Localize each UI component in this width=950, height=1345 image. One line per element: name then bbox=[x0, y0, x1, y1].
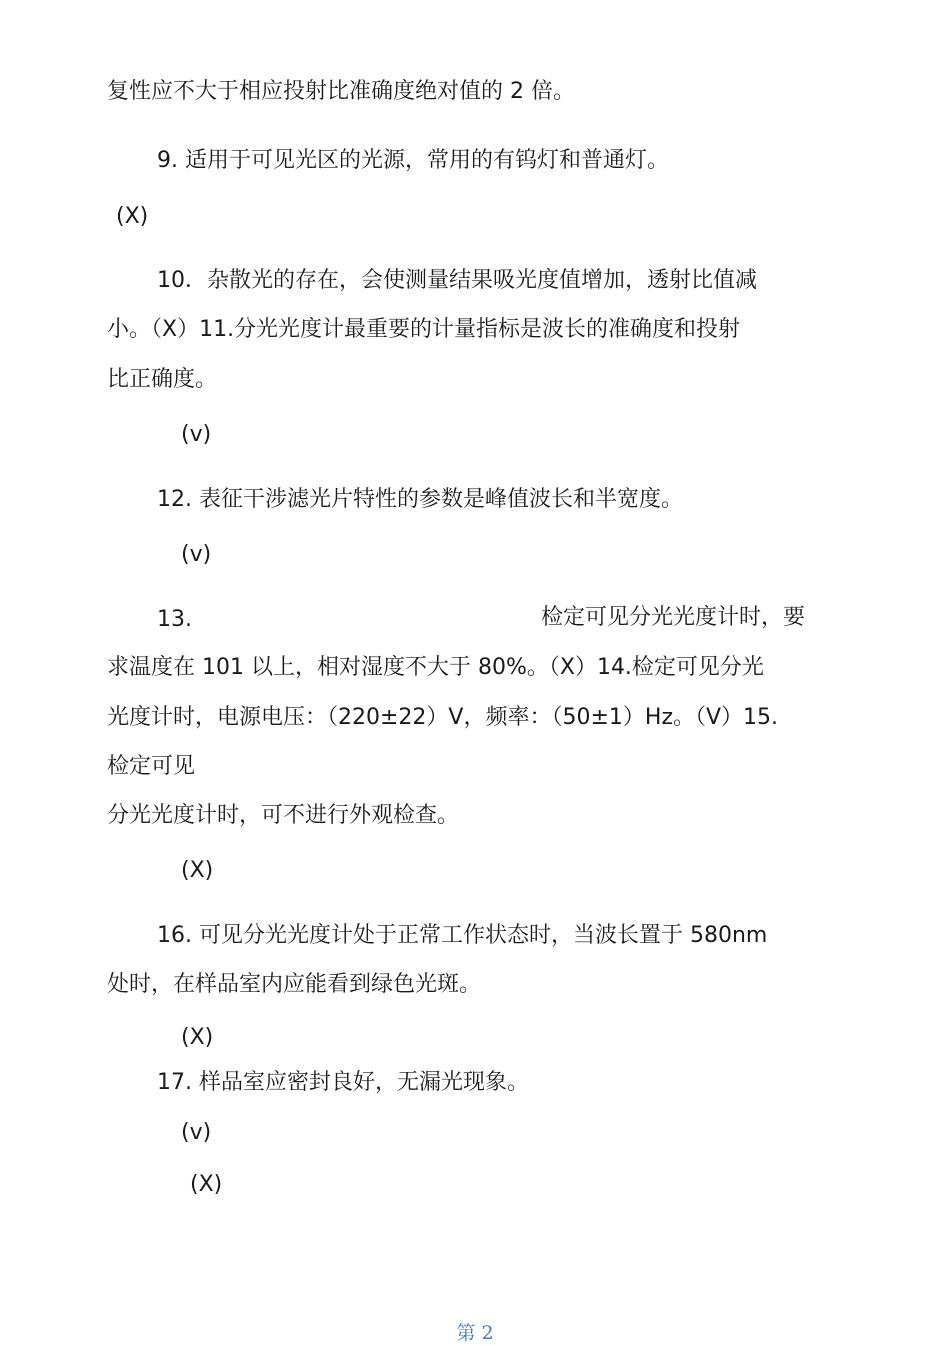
item-10: 10．杂散光的存在，会使测量结果吸光度值增加，透射比值减 bbox=[157, 268, 757, 293]
answer-16: (X) bbox=[181, 1025, 214, 1050]
answer-12: (v) bbox=[181, 542, 212, 567]
item-13-number: 13. bbox=[157, 607, 192, 632]
item-16-cont: 处时，在样品室内应能看到绿色光斑。 bbox=[107, 972, 482, 997]
answer-15: (X) bbox=[181, 858, 214, 883]
item-16: 16. 可见分光光度计处于正常工作状态时，当波长置于 580nm bbox=[157, 923, 768, 948]
page-number: 第 2 bbox=[456, 1322, 494, 1344]
item-15-cont-2: 分光光度计时，可不进行外观检查。 bbox=[107, 803, 460, 828]
answer-9: (X) bbox=[116, 204, 149, 229]
answer-extra: (X) bbox=[190, 1172, 223, 1197]
item-13-14: 求温度在 101 以上，相对湿度不大于 80%。（X）14.检定可见分光 bbox=[107, 655, 764, 680]
item-12: 12. 表征干涉滤光片特性的参数是峰值波长和半宽度。 bbox=[157, 487, 683, 512]
item-11-cont: 比正确度。 bbox=[107, 367, 218, 392]
answer-11: (v) bbox=[181, 422, 212, 447]
item-17: 17. 样品室应密封良好，无漏光现象。 bbox=[157, 1070, 529, 1095]
item-15-cont: 检定可见 bbox=[107, 754, 196, 779]
item-10-11: 小。（X）11.分光光度计最重要的计量指标是波长的准确度和投射 bbox=[107, 317, 741, 342]
item-14-15: 光度计时，电源电压：（220±22）V，频率：（50±1）Hz。（V）15. bbox=[107, 705, 779, 730]
answer-17: (v) bbox=[181, 1120, 212, 1145]
item-9: 9. 适用于可见光区的光源，常用的有钨灯和普通灯。 bbox=[157, 148, 669, 173]
item-13-text: 检定可见分光光度计时，要 bbox=[541, 605, 806, 630]
text-line-1: 复性应不大于相应投射比准确度绝对值的 2 倍。 bbox=[107, 79, 575, 104]
